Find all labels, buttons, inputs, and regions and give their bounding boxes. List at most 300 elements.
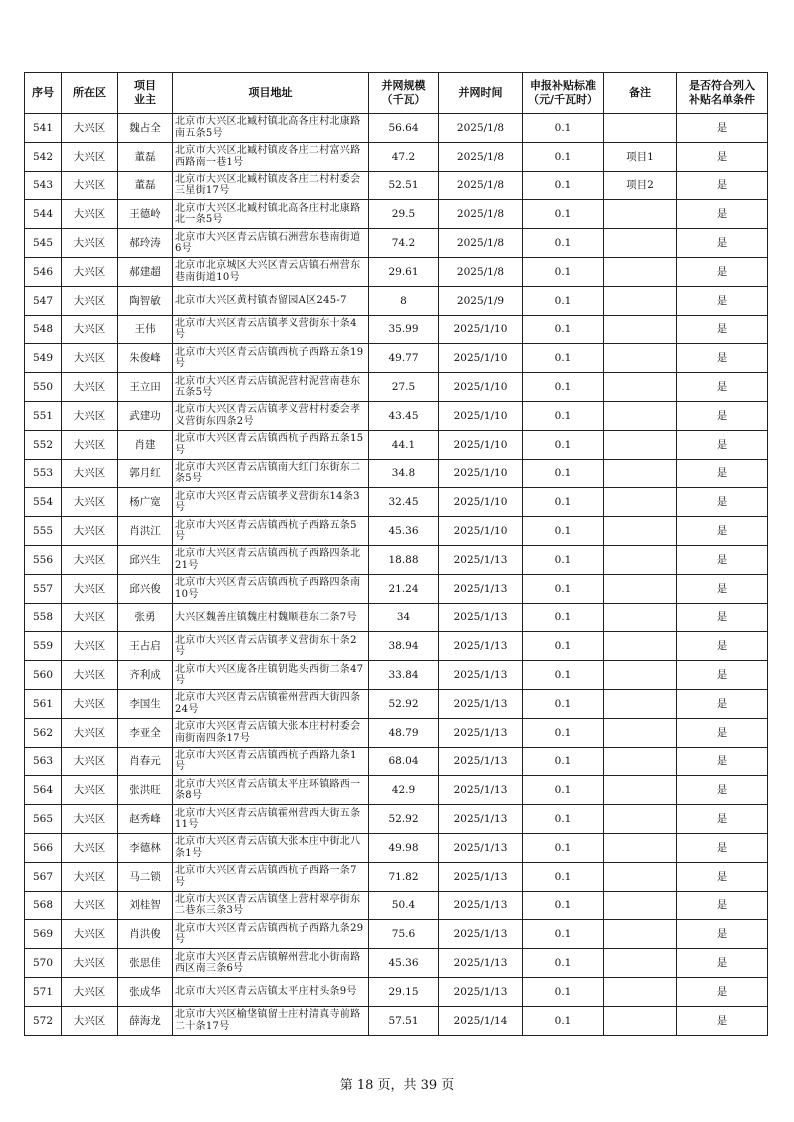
owner-cell: 张洪旺 [118, 776, 173, 805]
note-cell [604, 114, 677, 143]
capacity-cell: 21.24 [369, 574, 439, 603]
eligible-cell: 是 [677, 977, 768, 1006]
row-number: 565 [25, 805, 62, 834]
row-number: 560 [25, 661, 62, 690]
row-number: 553 [25, 459, 62, 488]
grid-date-cell: 2025/1/14 [439, 1006, 523, 1035]
owner-cell: 郝玲涛 [118, 229, 173, 258]
eligible-cell: 是 [677, 862, 768, 891]
address-cell: 北京市大兴区青云店镇太平庄村头条9号 [173, 977, 369, 1006]
subsidy-cell: 0.1 [523, 545, 604, 574]
capacity-cell: 50.4 [369, 891, 439, 920]
grid-date-cell: 2025/1/13 [439, 862, 523, 891]
capacity-cell: 38.94 [369, 632, 439, 661]
grid-date-cell: 2025/1/10 [439, 344, 523, 373]
district-cell: 大兴区 [62, 488, 118, 517]
address-cell: 北京市大兴区青云店镇南大红门东街东二条5号 [173, 459, 369, 488]
note-cell [604, 718, 677, 747]
capacity-cell: 27.5 [369, 373, 439, 402]
grid-date-cell: 2025/1/8 [439, 229, 523, 258]
eligible-cell: 是 [677, 459, 768, 488]
capacity-cell: 45.36 [369, 517, 439, 546]
grid-date-cell: 2025/1/13 [439, 718, 523, 747]
district-cell: 大兴区 [62, 229, 118, 258]
table-row [25, 747, 768, 776]
grid-date-cell: 2025/1/13 [439, 949, 523, 978]
district-cell: 大兴区 [62, 776, 118, 805]
row-number: 562 [25, 718, 62, 747]
address-cell: 北京市大兴区青云店镇大张本庄中街北八条1号 [173, 833, 369, 862]
eligible-cell: 是 [677, 920, 768, 949]
eligible-cell: 是 [677, 632, 768, 661]
subsidy-cell: 0.1 [523, 747, 604, 776]
subsidy-cell: 0.1 [523, 833, 604, 862]
row-number: 566 [25, 833, 62, 862]
eligible-cell: 是 [677, 949, 768, 978]
owner-cell: 邱兴俊 [118, 574, 173, 603]
district-cell: 大兴区 [62, 545, 118, 574]
grid-date-cell: 2025/1/8 [439, 171, 523, 200]
note-cell [604, 661, 677, 690]
address-cell: 北京市大兴区青云店镇太平庄环镇路西一条8号 [173, 776, 369, 805]
owner-cell: 肖洪江 [118, 517, 173, 546]
note-cell [604, 632, 677, 661]
row-number: 558 [25, 603, 62, 632]
grid-date-cell: 2025/1/10 [439, 430, 523, 459]
district-cell: 大兴区 [62, 603, 118, 632]
table-row [25, 229, 768, 258]
eligible-cell: 是 [677, 286, 768, 315]
district-cell: 大兴区 [62, 401, 118, 430]
capacity-cell: 74.2 [369, 229, 439, 258]
note-cell [604, 488, 677, 517]
table-row [25, 574, 768, 603]
note-cell: 项目1 [604, 142, 677, 171]
subsidy-cell: 0.1 [523, 574, 604, 603]
district-cell: 大兴区 [62, 257, 118, 286]
row-number: 541 [25, 114, 62, 143]
address-cell: 北京市大兴区青云店镇西杭子西路四条北21号 [173, 545, 369, 574]
grid-date-cell: 2025/1/8 [439, 257, 523, 286]
address-cell: 北京市大兴区青云店镇西杭子西路九条1号 [173, 747, 369, 776]
address-cell: 北京市大兴区青云店镇西杭子西路四条南10号 [173, 574, 369, 603]
row-number: 548 [25, 315, 62, 344]
grid-date-cell: 2025/1/13 [439, 805, 523, 834]
note-cell [604, 315, 677, 344]
grid-date-cell: 2025/1/13 [439, 661, 523, 690]
note-cell [604, 1006, 677, 1035]
subsidy-cell: 0.1 [523, 459, 604, 488]
header-no: 序号 [25, 73, 62, 114]
eligible-cell: 是 [677, 517, 768, 546]
table-row [25, 315, 768, 344]
eligible-cell: 是 [677, 488, 768, 517]
district-cell: 大兴区 [62, 344, 118, 373]
table-row [25, 718, 768, 747]
note-cell [604, 747, 677, 776]
row-number: 551 [25, 401, 62, 430]
subsidy-cell: 0.1 [523, 315, 604, 344]
subsidy-list-table [24, 72, 768, 1036]
subsidy-cell: 0.1 [523, 920, 604, 949]
row-number: 571 [25, 977, 62, 1006]
subsidy-cell: 0.1 [523, 488, 604, 517]
subsidy-cell: 0.1 [523, 286, 604, 315]
district-cell: 大兴区 [62, 632, 118, 661]
owner-cell: 王立田 [118, 373, 173, 402]
grid-date-cell: 2025/1/8 [439, 114, 523, 143]
owner-cell: 王占启 [118, 632, 173, 661]
header-district: 所在区 [62, 73, 118, 114]
capacity-cell: 52.92 [369, 805, 439, 834]
note-cell [604, 574, 677, 603]
note-cell [604, 344, 677, 373]
owner-cell: 王伟 [118, 315, 173, 344]
capacity-cell: 44.1 [369, 430, 439, 459]
owner-cell: 魏占全 [118, 114, 173, 143]
address-cell: 北京市大兴区青云店镇西杭子西路五条19号 [173, 344, 369, 373]
row-number: 557 [25, 574, 62, 603]
owner-cell: 郭月红 [118, 459, 173, 488]
grid-date-cell: 2025/1/10 [439, 315, 523, 344]
district-cell: 大兴区 [62, 315, 118, 344]
address-cell: 北京市大兴区榆垡镇留士庄村清真寺前路二十条17号 [173, 1006, 369, 1035]
owner-cell: 张思佳 [118, 949, 173, 978]
district-cell: 大兴区 [62, 430, 118, 459]
district-cell: 大兴区 [62, 1006, 118, 1035]
district-cell: 大兴区 [62, 949, 118, 978]
eligible-cell: 是 [677, 430, 768, 459]
district-cell: 大兴区 [62, 862, 118, 891]
table-body [25, 114, 768, 1036]
address-cell: 北京市大兴区青云店镇孝义营街东十条4号 [173, 315, 369, 344]
row-number: 549 [25, 344, 62, 373]
subsidy-cell: 0.1 [523, 949, 604, 978]
eligible-cell: 是 [677, 891, 768, 920]
address-cell: 北京市大兴区青云店镇孝义营村村委会孝义营街东四条2号 [173, 401, 369, 430]
address-cell: 北京市大兴区青云店镇大张本庄村村委会南街南四条17号 [173, 718, 369, 747]
grid-date-cell: 2025/1/13 [439, 603, 523, 632]
address-cell: 北京市大兴区青云店镇霍州营西大街四条24号 [173, 689, 369, 718]
grid-date-cell: 2025/1/13 [439, 977, 523, 1006]
capacity-cell: 34.8 [369, 459, 439, 488]
address-cell: 北京市大兴区庞各庄镇钥匙头西街二条47号 [173, 661, 369, 690]
note-cell [604, 286, 677, 315]
eligible-cell: 是 [677, 200, 768, 229]
owner-cell: 李德林 [118, 833, 173, 862]
owner-cell: 赵秀峰 [118, 805, 173, 834]
eligible-cell: 是 [677, 776, 768, 805]
table-row [25, 862, 768, 891]
grid-date-cell: 2025/1/10 [439, 373, 523, 402]
subsidy-cell: 0.1 [523, 977, 604, 1006]
owner-cell: 邱兴生 [118, 545, 173, 574]
eligible-cell: 是 [677, 401, 768, 430]
subsidy-cell: 0.1 [523, 689, 604, 718]
eligible-cell: 是 [677, 344, 768, 373]
capacity-cell: 47.2 [369, 142, 439, 171]
eligible-cell: 是 [677, 833, 768, 862]
capacity-cell: 68.04 [369, 747, 439, 776]
capacity-cell: 57.51 [369, 1006, 439, 1035]
capacity-cell: 8 [369, 286, 439, 315]
owner-cell: 肖建 [118, 430, 173, 459]
eligible-cell: 是 [677, 661, 768, 690]
table-row [25, 286, 768, 315]
owner-cell: 肖春元 [118, 747, 173, 776]
owner-cell: 齐利成 [118, 661, 173, 690]
row-number: 544 [25, 200, 62, 229]
owner-cell: 薛海龙 [118, 1006, 173, 1035]
row-number: 546 [25, 257, 62, 286]
owner-cell: 肖洪俊 [118, 920, 173, 949]
note-cell [604, 545, 677, 574]
subsidy-cell: 0.1 [523, 661, 604, 690]
note-cell [604, 920, 677, 949]
capacity-cell: 32.45 [369, 488, 439, 517]
subsidy-cell: 0.1 [523, 114, 604, 143]
district-cell: 大兴区 [62, 114, 118, 143]
district-cell: 大兴区 [62, 977, 118, 1006]
table-row [25, 689, 768, 718]
subsidy-cell: 0.1 [523, 430, 604, 459]
note-cell [604, 401, 677, 430]
grid-date-cell: 2025/1/13 [439, 747, 523, 776]
header-note: 备注 [604, 73, 677, 114]
capacity-cell: 52.51 [369, 171, 439, 200]
owner-cell: 杨广宽 [118, 488, 173, 517]
district-cell: 大兴区 [62, 747, 118, 776]
district-cell: 大兴区 [62, 689, 118, 718]
subsidy-cell: 0.1 [523, 142, 604, 171]
row-number: 542 [25, 142, 62, 171]
note-cell [604, 373, 677, 402]
grid-date-cell: 2025/1/13 [439, 545, 523, 574]
eligible-cell: 是 [677, 574, 768, 603]
address-cell: 北京市大兴区北臧村镇北高各庄村北康路南五条5号 [173, 114, 369, 143]
grid-date-cell: 2025/1/10 [439, 459, 523, 488]
capacity-cell: 29.61 [369, 257, 439, 286]
note-cell [604, 459, 677, 488]
note-cell [604, 833, 677, 862]
note-cell [604, 805, 677, 834]
table-row [25, 891, 768, 920]
owner-cell: 董磊 [118, 171, 173, 200]
subsidy-cell: 0.1 [523, 603, 604, 632]
subsidy-cell: 0.1 [523, 401, 604, 430]
table-row [25, 401, 768, 430]
subsidy-cell: 0.1 [523, 776, 604, 805]
capacity-cell: 49.77 [369, 344, 439, 373]
capacity-cell: 45.36 [369, 949, 439, 978]
grid-date-cell: 2025/1/8 [439, 142, 523, 171]
address-cell: 北京市大兴区北臧村镇皮各庄二村村委会三星街17号 [173, 171, 369, 200]
table-row [25, 920, 768, 949]
owner-cell: 陶智敏 [118, 286, 173, 315]
header-capacity: 并网规模 （千瓦） [369, 73, 439, 114]
address-cell: 北京市大兴区青云店镇西杭子西路九条29号 [173, 920, 369, 949]
eligible-cell: 是 [677, 689, 768, 718]
capacity-cell: 71.82 [369, 862, 439, 891]
row-number: 555 [25, 517, 62, 546]
grid-date-cell: 2025/1/8 [439, 200, 523, 229]
header-subsidy: 申报补贴标准 （元/千瓦时） [523, 73, 604, 114]
address-cell: 北京市大兴区北臧村镇皮各庄二村富兴路西路南一巷1号 [173, 142, 369, 171]
subsidy-cell: 0.1 [523, 632, 604, 661]
note-cell [604, 229, 677, 258]
table-row [25, 114, 768, 143]
row-number: 563 [25, 747, 62, 776]
grid-date-cell: 2025/1/13 [439, 574, 523, 603]
capacity-cell: 48.79 [369, 718, 439, 747]
header-eligible: 是否符合列入 补贴名单条件 [677, 73, 768, 114]
address-cell: 北京市大兴区青云店镇孝义营街东14条3号 [173, 488, 369, 517]
row-number: 552 [25, 430, 62, 459]
address-cell: 北京市大兴区青云店镇石洲营东巷南街道6号 [173, 229, 369, 258]
address-cell: 北京市大兴区青云店镇孝义营街东十条2号 [173, 632, 369, 661]
row-number: 567 [25, 862, 62, 891]
eligible-cell: 是 [677, 229, 768, 258]
grid-date-cell: 2025/1/13 [439, 776, 523, 805]
eligible-cell: 是 [677, 114, 768, 143]
district-cell: 大兴区 [62, 171, 118, 200]
address-cell: 大兴区魏善庄镇魏庄村魏顺巷东二条7号 [173, 603, 369, 632]
capacity-cell: 75.6 [369, 920, 439, 949]
header-date: 并网时间 [439, 73, 523, 114]
owner-cell: 马二锁 [118, 862, 173, 891]
subsidy-cell: 0.1 [523, 1006, 604, 1035]
table-row [25, 1006, 768, 1035]
subsidy-cell: 0.1 [523, 805, 604, 834]
district-cell: 大兴区 [62, 833, 118, 862]
note-cell [604, 949, 677, 978]
table-row [25, 545, 768, 574]
row-number: 545 [25, 229, 62, 258]
owner-cell: 刘桂智 [118, 891, 173, 920]
subsidy-cell: 0.1 [523, 373, 604, 402]
row-number: 570 [25, 949, 62, 978]
district-cell: 大兴区 [62, 373, 118, 402]
address-cell: 北京市大兴区青云店镇霍州营西大街五条11号 [173, 805, 369, 834]
grid-date-cell: 2025/1/13 [439, 891, 523, 920]
table-row [25, 517, 768, 546]
owner-cell: 王德岭 [118, 200, 173, 229]
table-row [25, 459, 768, 488]
note-cell [604, 200, 677, 229]
grid-date-cell: 2025/1/10 [439, 488, 523, 517]
grid-date-cell: 2025/1/13 [439, 632, 523, 661]
capacity-cell: 34 [369, 603, 439, 632]
capacity-cell: 35.99 [369, 315, 439, 344]
capacity-cell: 56.64 [369, 114, 439, 143]
subsidy-cell: 0.1 [523, 344, 604, 373]
note-cell [604, 776, 677, 805]
header-address: 项目地址 [173, 73, 369, 114]
owner-cell: 张成华 [118, 977, 173, 1006]
capacity-cell: 29.15 [369, 977, 439, 1006]
district-cell: 大兴区 [62, 286, 118, 315]
table-row [25, 833, 768, 862]
grid-date-cell: 2025/1/13 [439, 689, 523, 718]
row-number: 550 [25, 373, 62, 402]
table-row [25, 776, 768, 805]
table-row [25, 661, 768, 690]
owner-cell: 郝建超 [118, 257, 173, 286]
eligible-cell: 是 [677, 545, 768, 574]
subsidy-cell: 0.1 [523, 200, 604, 229]
note-cell [604, 430, 677, 459]
capacity-cell: 18.88 [369, 545, 439, 574]
table-row [25, 200, 768, 229]
district-cell: 大兴区 [62, 920, 118, 949]
district-cell: 大兴区 [62, 517, 118, 546]
grid-date-cell: 2025/1/13 [439, 920, 523, 949]
row-number: 556 [25, 545, 62, 574]
table-row [25, 632, 768, 661]
row-number: 569 [25, 920, 62, 949]
table-row [25, 488, 768, 517]
table-row [25, 949, 768, 978]
owner-cell: 张勇 [118, 603, 173, 632]
address-cell: 北京市大兴区青云店镇垡上营村翠亭街东二巷东三条3号 [173, 891, 369, 920]
grid-date-cell: 2025/1/9 [439, 286, 523, 315]
note-cell [604, 517, 677, 546]
row-number: 564 [25, 776, 62, 805]
address-cell: 北京市大兴区青云店镇西杭子西路五条15号 [173, 430, 369, 459]
table-row [25, 373, 768, 402]
page-footer: 第 18 页，共 39 页 [339, 1078, 455, 1093]
row-number: 554 [25, 488, 62, 517]
note-cell: 项目2 [604, 171, 677, 200]
table-row [25, 805, 768, 834]
district-cell: 大兴区 [62, 142, 118, 171]
subsidy-cell: 0.1 [523, 718, 604, 747]
row-number: 547 [25, 286, 62, 315]
capacity-cell: 49.98 [369, 833, 439, 862]
owner-cell: 朱俊峰 [118, 344, 173, 373]
note-cell [604, 257, 677, 286]
capacity-cell: 29.5 [369, 200, 439, 229]
eligible-cell: 是 [677, 373, 768, 402]
subsidy-cell: 0.1 [523, 171, 604, 200]
table-header-row [25, 73, 768, 114]
grid-date-cell: 2025/1/10 [439, 517, 523, 546]
eligible-cell: 是 [677, 171, 768, 200]
table-row [25, 430, 768, 459]
district-cell: 大兴区 [62, 718, 118, 747]
note-cell [604, 603, 677, 632]
table-row [25, 603, 768, 632]
eligible-cell: 是 [677, 603, 768, 632]
eligible-cell: 是 [677, 747, 768, 776]
capacity-cell: 42.9 [369, 776, 439, 805]
subsidy-cell: 0.1 [523, 891, 604, 920]
address-cell: 北京市大兴区青云店镇泥营村泥营南巷东五条5号 [173, 373, 369, 402]
eligible-cell: 是 [677, 1006, 768, 1035]
grid-date-cell: 2025/1/10 [439, 401, 523, 430]
eligible-cell: 是 [677, 805, 768, 834]
eligible-cell: 是 [677, 315, 768, 344]
district-cell: 大兴区 [62, 891, 118, 920]
district-cell: 大兴区 [62, 574, 118, 603]
table-row [25, 977, 768, 1006]
address-cell: 北京市大兴区青云店镇西杭子西路一条7号 [173, 862, 369, 891]
address-cell: 北京市大兴区青云店镇解州营北小街南路西区南三条6号 [173, 949, 369, 978]
row-number: 543 [25, 171, 62, 200]
address-cell: 北京市大兴区北臧村镇北高各庄村北康路北一条5号 [173, 200, 369, 229]
row-number: 561 [25, 689, 62, 718]
subsidy-cell: 0.1 [523, 229, 604, 258]
